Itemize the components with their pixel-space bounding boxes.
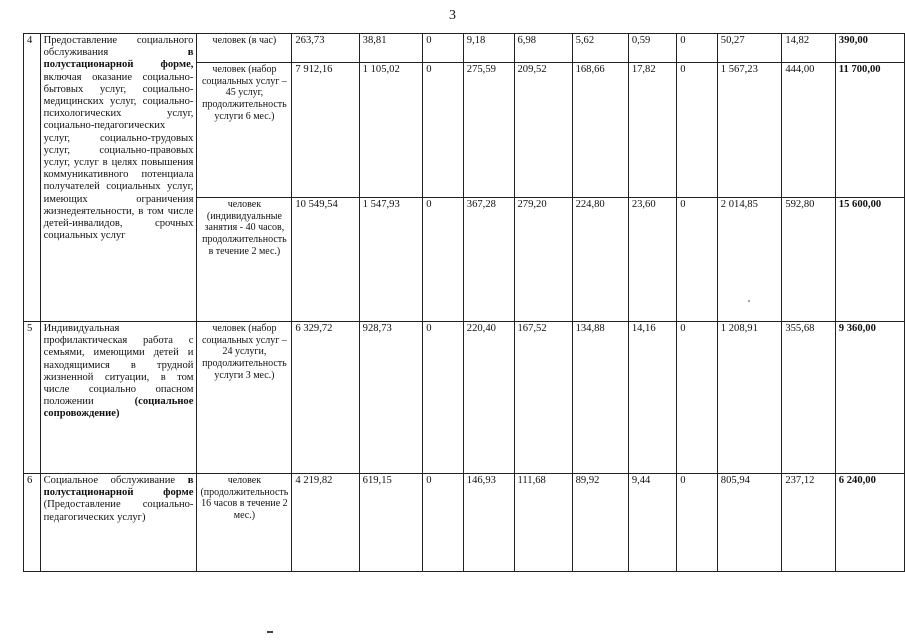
- service-name-cell: [40, 474, 197, 572]
- value-cell: 9,44: [628, 474, 676, 572]
- value-cell: 275,59: [463, 63, 514, 198]
- total-cell: 390,00: [835, 34, 904, 63]
- value-cell: 7 912,16: [292, 63, 359, 198]
- table-row: [24, 34, 905, 63]
- value-cell: 146,93: [463, 474, 514, 572]
- service-name-cell: [40, 322, 197, 474]
- value-cell: 0: [677, 34, 718, 63]
- total-cell: 6 240,00: [835, 474, 904, 572]
- table-row: [24, 322, 905, 474]
- value-cell: 0: [677, 198, 718, 322]
- scan-mark: [267, 631, 273, 633]
- value-cell: 6,98: [514, 34, 572, 63]
- value-cell: 928,73: [359, 322, 423, 474]
- service-name-cell: [40, 34, 197, 322]
- service-name-text: в полустационарной форме,: [43, 47, 194, 71]
- value-cell: 0: [423, 34, 464, 63]
- value-cell: 1 567,23: [717, 63, 782, 198]
- value-cell: 0: [423, 63, 464, 198]
- value-cell: 38,81: [359, 34, 423, 63]
- total-cell: 9 360,00: [835, 322, 904, 474]
- tariff-table: [23, 33, 905, 572]
- service-name-text: Предоставление социального обслуживания: [43, 35, 194, 59]
- value-cell: 14,82: [782, 34, 835, 63]
- value-cell: 17,82: [628, 63, 676, 198]
- value-cell: 0: [423, 322, 464, 474]
- unit-cell: человек (в час): [197, 34, 292, 63]
- value-cell: 805,94: [717, 474, 782, 572]
- value-cell: 168,66: [572, 63, 628, 198]
- unit-cell: человек (индивидуальные занятия - 40 часов, продолжительность в течение 2 мес.): [197, 198, 292, 322]
- unit-cell: человек (набор социальных услуг – 24 услуги, продолжительность услуги 3 мес.): [197, 322, 292, 474]
- value-cell: 6 329,72: [292, 322, 359, 474]
- value-cell: 220,40: [463, 322, 514, 474]
- total-cell: 15 600,00: [835, 198, 904, 322]
- value-cell: 367,28: [463, 198, 514, 322]
- value-cell: 4 219,82: [292, 474, 359, 572]
- page-number: 3: [449, 8, 456, 23]
- value-cell: 0: [677, 322, 718, 474]
- value-cell: 0: [423, 474, 464, 572]
- value-cell: 111,68: [514, 474, 572, 572]
- value-cell: 279,20: [514, 198, 572, 322]
- value-cell: 50,27: [717, 34, 782, 63]
- scan-speck: [748, 300, 750, 302]
- value-cell: 5,62: [572, 34, 628, 63]
- value-cell: 619,15: [359, 474, 423, 572]
- value-cell: 1 105,02: [359, 63, 423, 198]
- table-body: [24, 34, 905, 572]
- row-index-cell: 5: [24, 322, 41, 474]
- total-cell: 11 700,00: [835, 63, 904, 198]
- service-name-text: включая оказание социально-бытовых услуг, социально-медицинских услуг, социально-психологических услуг, социально-педагогических услуг, социально-трудовых услуг, социально-правовых услуг, услуг в целях повышения коммуникативного потенциала получателей социальных услуг, имеющих ограничения жизнедеятельности, в том числе детей-инвалидов, срочных социальных услуг: [43, 71, 194, 242]
- value-cell: 444,00: [782, 63, 835, 198]
- service-name-text: (социальное сопровождение): [43, 396, 194, 420]
- value-cell: 224,80: [572, 198, 628, 322]
- value-cell: 592,80: [782, 198, 835, 322]
- service-name-text: (Предоставление социально-педагогических услуг): [43, 499, 194, 523]
- value-cell: 0: [677, 474, 718, 572]
- value-cell: 9,18: [463, 34, 514, 63]
- row-index-cell: 4: [24, 34, 41, 322]
- row-index-cell: 6: [24, 474, 41, 572]
- unit-cell: человек (набор социальных услуг – 45 услуг, продолжительность услуги 6 мес.): [197, 63, 292, 198]
- table-row: [24, 474, 905, 572]
- service-name-text: Индивидуальная профилактическая работа с семьями, имеющими детей и находящимися в трудной жизненной ситуации, в том числе социально опасном положении: [43, 323, 194, 408]
- value-cell: 0: [423, 198, 464, 322]
- value-cell: 0: [677, 63, 718, 198]
- value-cell: 89,92: [572, 474, 628, 572]
- value-cell: 263,73: [292, 34, 359, 63]
- value-cell: 134,88: [572, 322, 628, 474]
- value-cell: 23,60: [628, 198, 676, 322]
- value-cell: 1 208,91: [717, 322, 782, 474]
- value-cell: 10 549,54: [292, 198, 359, 322]
- value-cell: 1 547,93: [359, 198, 423, 322]
- value-cell: 237,12: [782, 474, 835, 572]
- value-cell: 2 014,85: [717, 198, 782, 322]
- value-cell: 355,68: [782, 322, 835, 474]
- value-cell: 14,16: [628, 322, 676, 474]
- unit-cell: человек (продолжительность 16 часов в течение 2 мес.): [197, 474, 292, 572]
- value-cell: 167,52: [514, 322, 572, 474]
- value-cell: 0,59: [628, 34, 676, 63]
- service-name-text: в полустационарной форме: [43, 475, 194, 499]
- service-name-text: Социальное обслуживание: [43, 475, 188, 486]
- value-cell: 209,52: [514, 63, 572, 198]
